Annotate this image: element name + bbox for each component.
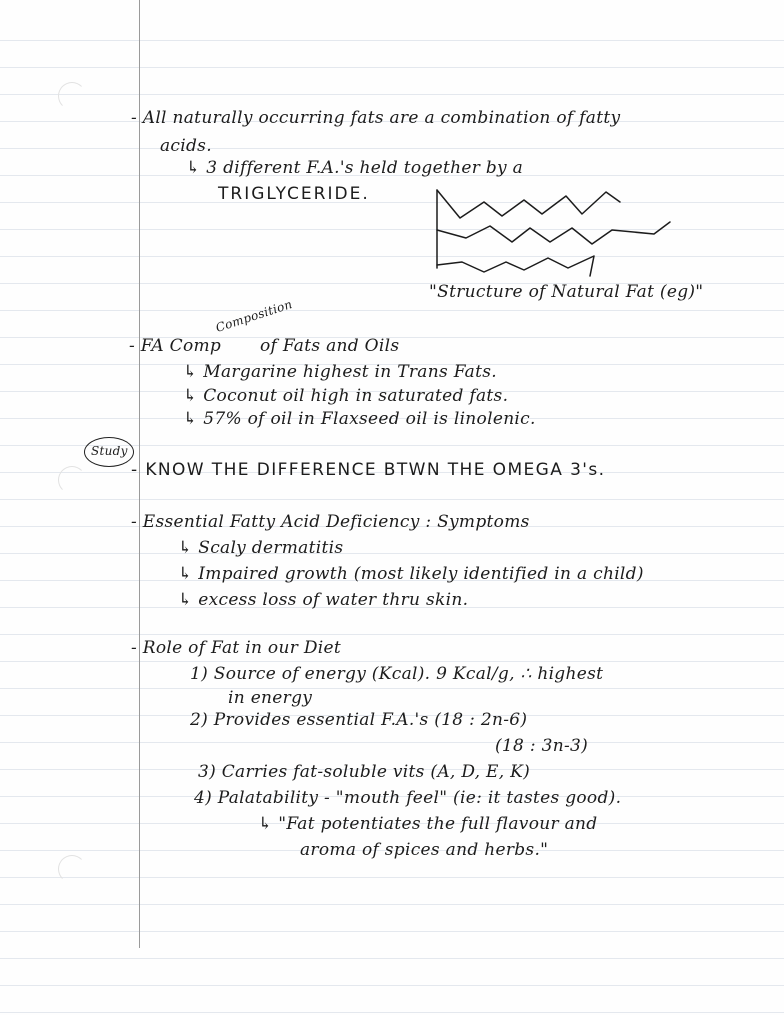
efad-item: ↳ Scaly dermatitis: [178, 538, 344, 558]
efad-item: ↳ Impaired growth (most likely identified in a child): [178, 564, 644, 584]
diagram-caption: "Structure of Natural Fat (eg)": [429, 282, 704, 302]
role-item-2b: (18 : 3n-3): [495, 736, 589, 756]
role-item-1: 1) Source of energy (Kcal). 9 Kcal/g, ∴ highest: [190, 664, 604, 684]
fa-comp-heading: - FA Comp: [129, 336, 222, 356]
study-badge: [84, 437, 134, 467]
role-item-4: 4) Palatability - "mouth feel" (ie: it tastes good).: [194, 788, 622, 808]
intro-sub-2: TRIGLYCERIDE.: [218, 184, 370, 204]
intro-line-2: acids.: [160, 136, 212, 156]
efad-item: ↳ excess loss of water thru skin.: [178, 590, 469, 610]
intro-line-1: - All naturally occurring fats are a combination of fatty: [131, 108, 621, 128]
role-heading: - Role of Fat in our Diet: [131, 638, 341, 658]
efad-heading: - Essential Fatty Acid Deficiency : Symptoms: [131, 512, 530, 532]
role-quote-2: aroma of spices and herbs.": [300, 840, 549, 860]
role-item-1b: in energy: [228, 688, 313, 708]
role-quote-1: ↳ "Fat potentiates the full flavour and: [258, 814, 598, 834]
fa-comp-item: ↳ 57% of oil in Flaxseed oil is linolenic.: [183, 409, 536, 429]
intro-sub-1: ↳ 3 different F.A.'s held together by a: [186, 158, 524, 178]
role-item-2: 2) Provides essential F.A.'s (18 : 2n-6): [190, 710, 528, 730]
role-item-3: 3) Carries fat-soluble vits (A, D, E, K): [198, 762, 531, 782]
fa-comp-item: ↳ Margarine highest in Trans Fats.: [183, 362, 497, 382]
fa-comp-item: ↳ Coconut oil high in saturated fats.: [183, 386, 509, 406]
fa-comp-heading-rest: of Fats and Oils: [260, 336, 400, 356]
study-badge-label: Study: [91, 444, 128, 458]
study-line: - KNOW THE DIFFERENCE BTWN THE OMEGA 3's.: [131, 460, 606, 480]
fa-comp-superscript: Composition: [213, 297, 295, 335]
